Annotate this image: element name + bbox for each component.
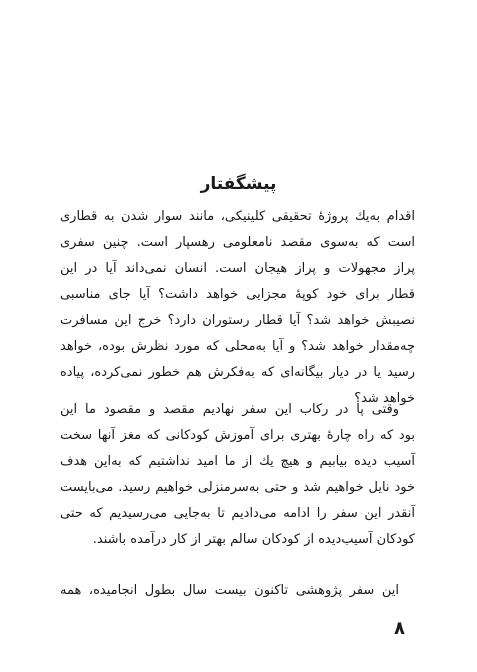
text-line: کودکان آسیب‌دیده از کودکان سالم بهتر از کار درآمده باشند.	[92, 532, 415, 547]
paragraph-2	[60, 397, 415, 553]
text-line: چه‌مقدار خواهد شد؟ و آیا به‌محلی که مورد نظرش بوده، خواهد	[60, 339, 415, 354]
page-number: ۸	[394, 618, 405, 639]
text-line: قطار برای خود کوپۀ مجزایی خواهد داشت؟ آیا جای مناسبی	[60, 287, 415, 302]
chapter-title: پیشگفتار	[200, 174, 277, 194]
text-line: وقتی پا در رکاب این سفر نهادیم مقصد و مقصود ما این	[60, 402, 399, 417]
text-line: خود نایل خواهیم شد و حتی به‌سرمنزلی خواهیم رسید. می‌بایست	[60, 480, 415, 495]
text-line: آنقدر این سفر را ادامه می‌دادیم تا به‌جایی می‌رسیدیم که حتی	[60, 506, 415, 521]
text-line: اقدام به‌یك پروژۀ تحقیقی کلینیکی، مانند سوار شدن به قطاری	[60, 209, 415, 224]
text-line: رسید یا در دیار بیگانه‌ای که به‌فکرش هم خطور نمی‌کرده، پیاده	[60, 365, 415, 380]
text-line: آسیب دیده بیابیم و هیچ یك از ما امید نداشتیم که به‌این هدف	[60, 454, 415, 469]
text-line: خواهد شد؟	[354, 391, 415, 406]
text-line: بود که راه چارۀ بهتری برای آموزش کودکانی که مغز آنها سخت	[60, 428, 415, 443]
text-line: این سفر پژوهشی تاکنون بیست سال بطول انجامیده، همه	[60, 583, 399, 598]
paragraph-3	[60, 578, 415, 604]
text-line: نصیبش خواهد شد؟ آیا قطار رستوران دارد؟ خرج این مسافرت	[60, 313, 415, 328]
text-line: پراز مجهولات و پراز هیجان است. انسان نمی‌داند آیا در این	[60, 261, 415, 276]
paragraph-1	[60, 204, 415, 412]
text-line: است که به‌سوی مقصد نامعلومی رهسپار است. چنین سفری	[60, 235, 415, 250]
